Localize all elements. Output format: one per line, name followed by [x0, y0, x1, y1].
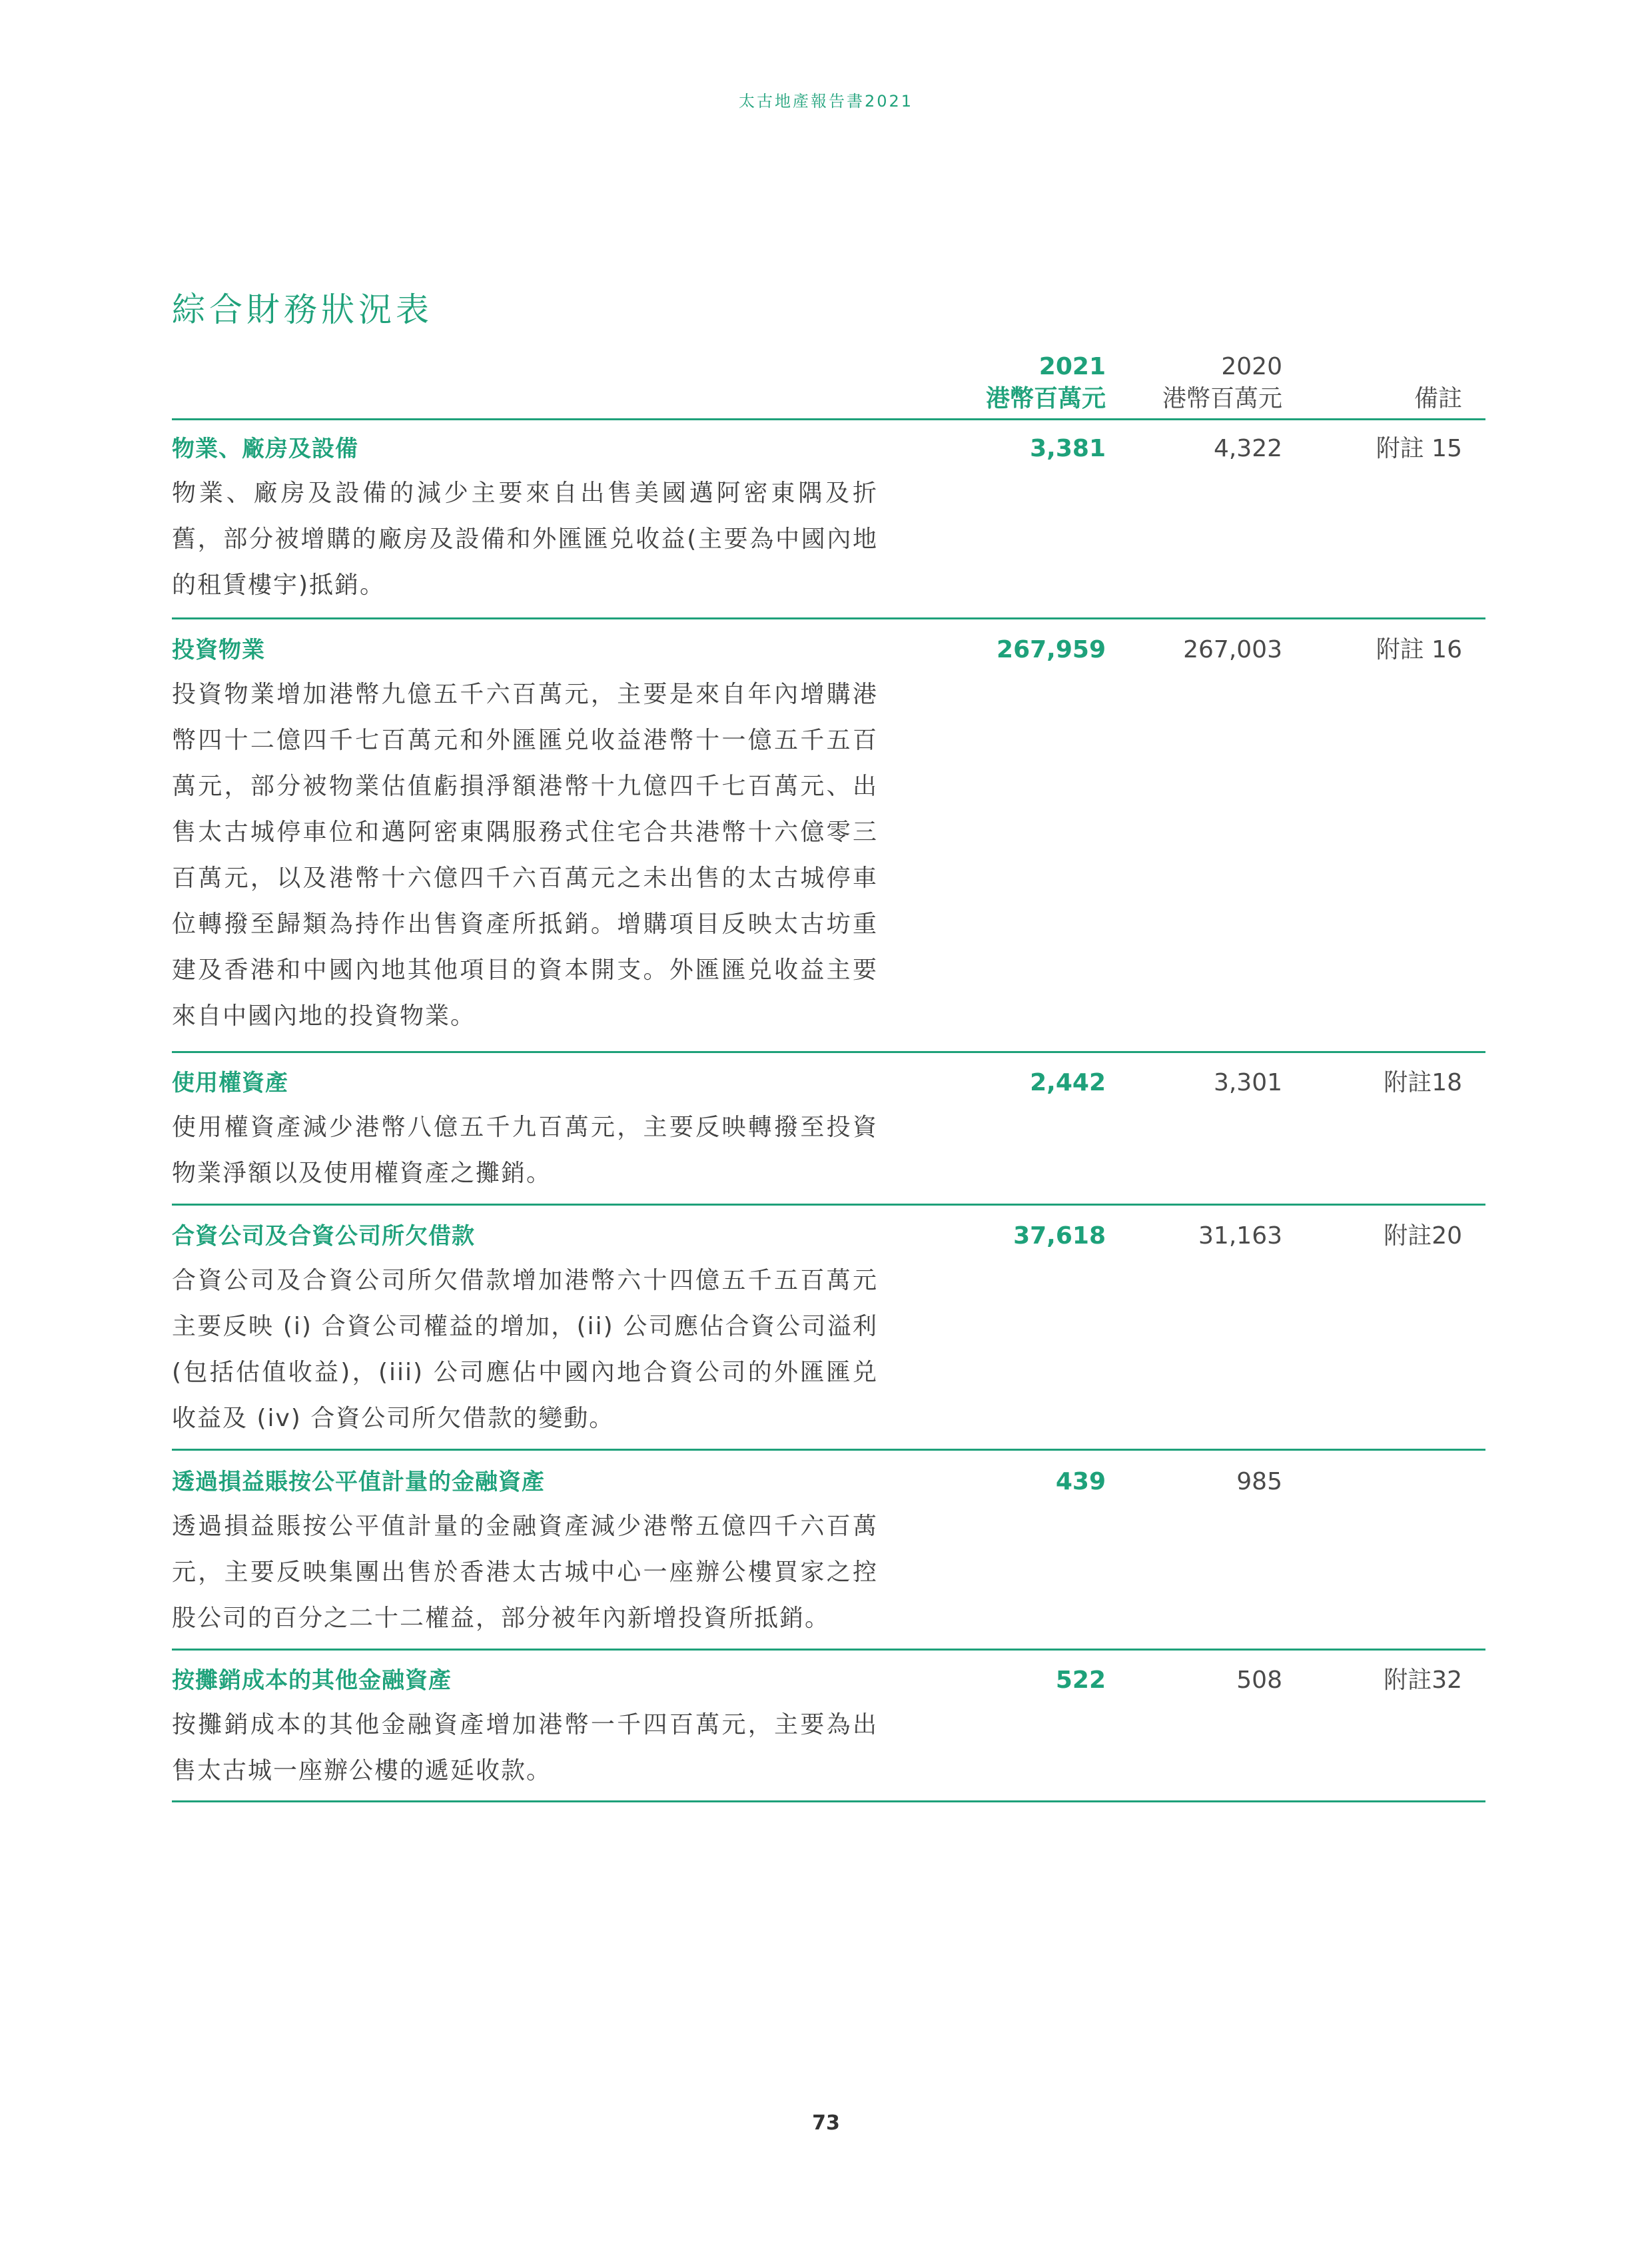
column-header-notes: 備註 [1414, 385, 1462, 412]
item-title: 使用權資產 [172, 1070, 288, 1096]
divider-rule [172, 1449, 1485, 1451]
item-title: 投資物業 [172, 637, 265, 663]
item-title: 透過損益賬按公平值計量的金融資產 [172, 1469, 545, 1495]
column-header-2021 [973, 351, 1106, 415]
item-description: 按攤銷成本的其他金融資產增加港幣一千四百萬元，主要為出售太古城一座辦公樓的遞延收款。 [172, 1711, 878, 1784]
value-2020: 985 [1236, 1468, 1282, 1495]
page-title: 綜合財務狀況表 [172, 290, 433, 329]
running-header: 太古地產報告書2021 [738, 92, 914, 111]
value-2021: 522 [1055, 1667, 1106, 1694]
column-year-2021: 2021 [1038, 353, 1106, 380]
note-ref: 附註20 [1384, 1222, 1462, 1250]
note-ref: 附註18 [1384, 1069, 1462, 1096]
value-2021: 439 [1055, 1468, 1106, 1495]
item-description: 物業、廠房及設備的減少主要來自出售美國邁阿密東隅及折舊，部分被增購的廠房及設備和外匯匯兑收益(主要為中國內地的租賃樓宇)抵銷。 [172, 480, 878, 599]
note-ref: 附註32 [1384, 1667, 1462, 1694]
value-2020: 3,301 [1213, 1069, 1282, 1096]
column-year-2020: 2020 [1221, 353, 1282, 380]
value-2020: 4,322 [1213, 435, 1282, 462]
value-2021: 3,381 [1030, 435, 1106, 462]
note-ref: 附註 15 [1376, 435, 1462, 462]
column-unit-2020: 港幣百萬元 [1162, 385, 1282, 412]
divider-rule [172, 1649, 1485, 1651]
value-2020: 31,163 [1198, 1222, 1282, 1250]
value-2021: 2,442 [1030, 1069, 1106, 1096]
divider-rule [172, 617, 1485, 619]
column-header-2020 [1146, 351, 1282, 415]
page-number: 73 [812, 2111, 840, 2135]
divider-rule [172, 418, 1485, 420]
item-description: 使用權資產減少港幣八億五千九百萬元，主要反映轉撥至投資物業淨額以及使用權資產之攤銷。 [172, 1114, 878, 1187]
value-2020: 508 [1236, 1667, 1282, 1694]
value-2021: 37,618 [1013, 1222, 1106, 1250]
value-2020: 267,003 [1183, 636, 1282, 663]
item-title: 按攤銷成本的其他金融資產 [172, 1667, 452, 1694]
divider-rule [172, 1051, 1485, 1053]
note-ref: 附註 16 [1376, 636, 1462, 663]
item-title: 合資公司及合資公司所欠借款 [172, 1223, 475, 1250]
divider-rule [172, 1204, 1485, 1206]
item-description: 投資物業增加港幣九億五千六百萬元，主要是來自年內增購港幣四十二億四千七百萬元和外匯匯兑收益港幣十一億五千五百萬元，部分被物業估值虧損淨額港幣十九億四千七百萬元、出售太古城停車位和邁阿密東隅服務式住宅合共港幣十六億零三百萬元，以及港幣十六億四千六百萬元之未出售的太古城停車位轉撥至歸類為持作出售資產所抵銷。增購項目反映太古坊重建及香港和中國內地其他項目的資本開支。外匯匯兑收益主要來自中國內地的投資物業。 [172, 681, 878, 1030]
item-description: 透過損益賬按公平值計量的金融資產減少港幣五億四千六百萬元，主要反映集團出售於香港太古城中心一座辦公樓買家之控股公司的百分之二十二權益，部分被年內新增投資所抵銷。 [172, 1513, 878, 1632]
item-description: 合資公司及合資公司所欠借款增加港幣六十四億五千五百萬元主要反映 (i) 合資公司權益的增加，(ii) 公司應佔合資公司溢利(包括估值收益)，(iii) 公司應佔中國內地合資公司的外匯匯兑收益及 (iv) 合資公司所欠借款的變動。 [172, 1267, 878, 1432]
divider-rule [172, 1800, 1485, 1802]
item-title: 物業、廠房及設備 [172, 436, 358, 462]
value-2021: 267,959 [997, 636, 1106, 663]
column-unit-2021: 港幣百萬元 [985, 385, 1106, 412]
